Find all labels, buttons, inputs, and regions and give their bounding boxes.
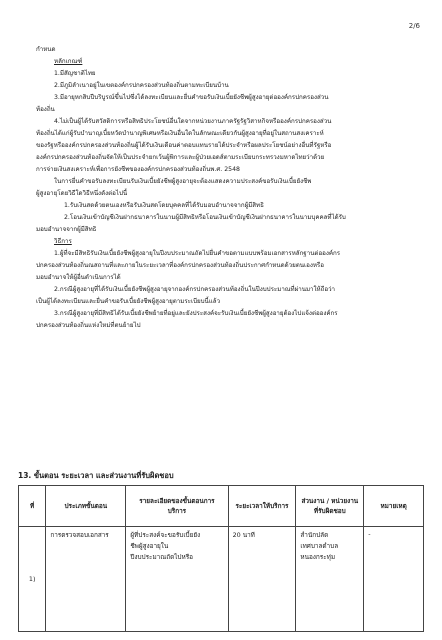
paragraph-line: 3.มีอายุหกสิบปีบริบูรณ์ขึ้นไปซึ่งได้ลงทะเบียนและยื่นคำขอรับเงินเบี้ยยังชีพผู้สูงอายุต่อองค์กรปกครองส่วน — [54, 94, 329, 101]
col-header-type: ประเภทขั้นตอน — [46, 486, 126, 527]
procedure-table — [18, 485, 424, 632]
paragraph-line: ผู้สูงอายุโดยวิธีใดวิธีหนึ่งดังต่อไปนี้ — [36, 190, 128, 197]
cell-detail — [126, 527, 228, 632]
col-header-note: หมายเหตุ — [364, 486, 424, 527]
cell-dept — [296, 527, 364, 632]
cell-type: การตรวจสอบเอกสาร — [46, 527, 126, 632]
page-number: 2/6 — [408, 22, 420, 30]
paragraph-line: 4.ไม่เป็นผู้ได้รับสวัสดิการหรือสิทธิประโยชน์อื่นใดจากหน่วยงานภาครัฐรัฐวิสาหกิจหรือองค์กรปกครองส่วน — [54, 118, 332, 125]
paragraph-line: 2.มีภูมิลำเนาอยู่ในเขตองค์กรปกครองส่วนท้องถิ่นตามทะเบียนบ้าน — [54, 82, 229, 89]
cell-no: 1) — [19, 527, 46, 632]
paragraph-line: เป็นผู้ได้ลงทะเบียนและยื่นคำขอรับเบี้ยยังชีพผู้สูงอายุตามระเบียบนี้แล้ว — [36, 298, 221, 305]
section-title: 13. ขั้นตอน ระยะเวลา และส่วนงานที่รับผิดชอบ — [18, 471, 174, 480]
paragraph-line: มอบอำนาจให้ผู้อื่นดำเนินการได้ — [36, 274, 121, 281]
paragraph-line: มอบอำนาจจากผู้มีสิทธิ — [36, 226, 97, 233]
col-header-detail: รายละเอียดของขั้นตอนการบริการ — [126, 486, 228, 527]
paragraph-line: ท้องถิ่นได้แก่ผู้รับบำนาญเบี้ยหวัดบำนาญพิเศษหรือเงินอื่นใดในลักษณะเดียวกันผู้สูงอายุที่อยู่ในสถานสงเคราะห์ — [36, 130, 324, 137]
paragraph-line: หลักเกณฑ์ — [54, 58, 83, 65]
detail-line: ชีพผู้สูงอายุใน — [130, 542, 169, 550]
paragraph-line: 1.มีสัญชาติไทย — [54, 70, 96, 77]
paragraph-line: วิธีการ — [54, 238, 72, 245]
table-row — [19, 527, 424, 632]
paragraph-line: ปกครองส่วนท้องถิ่นณสถานที่และภายในระยะเวลาที่องค์กรปกครองส่วนท้องถิ่นประกาศกำหนดด้วยตนเองหรือ — [36, 262, 324, 269]
dept-line: เทศบาลตำบล — [300, 542, 339, 550]
detail-line: ผู้ที่ประสงค์จะขอรับเบี้ยยัง — [130, 531, 201, 539]
document-body — [36, 44, 416, 332]
paragraph-line: 3.กรณีผู้สูงอายุที่มีสิทธิได้รับเบี้ยยังชีพย้ายที่อยู่และยังประสงค์จะรับเงินเบี้ยยังชีพผู้สูงอายุต้องไปแจ้งต่อองค์กร — [54, 310, 338, 317]
paragraph-line: กำหนด — [36, 46, 56, 53]
paragraph-line: 1.รับเงินสดด้วยตนเองหรือรับเงินสดโดยบุคคลที่ได้รับมอบอำนาจจากผู้มีสิทธิ — [64, 202, 264, 209]
paragraph-line: ในการยื่นคำขอรับลงทะเบียนรับเงินเบี้ยยังชีพผู้สูงอายุจะต้องแสดงความประสงค์ขอรับเงินเบี้ยยังชีพ — [54, 178, 312, 185]
dept-line: สำนักปลัด — [300, 531, 329, 539]
paragraph-line: ปกครองส่วนท้องถิ่นแห่งใหม่ที่ตนย้ายไป — [36, 322, 141, 329]
table-header-row — [19, 486, 424, 527]
paragraph-line: ท้องถิ่น — [36, 106, 55, 113]
paragraph-line: ของรัฐหรือองค์กรปกครองส่วนท้องถิ่นผู้ได้รับเงินเดือนค่าตอบแทนรายได้ประจำหรือผลประโยชน์อย่างอื่นที่รัฐหรือ — [36, 142, 332, 149]
cell-note: - — [364, 527, 424, 632]
paragraph-line: 2.กรณีผู้สูงอายุที่ได้รับเงินเบี้ยยังชีพผู้สูงอายุจากองค์กรปกครองส่วนท้องถิ่นในปีงบประมาณที่ผ่านมาให้ถือว่า — [54, 286, 336, 293]
paragraph-line: 2.โอนเงินเข้าบัญชีเงินฝากธนาคารในนามผู้มีสิทธิหรือโอนเงินเข้าบัญชีเงินฝากธนาคารในนามบุคคลที่ได้รับ — [64, 214, 346, 221]
col-header-dept: ส่วนงาน / หน่วยงานที่รับผิดชอบ — [296, 486, 364, 527]
detail-line: ปีงบประมาณถัดไปหรือ — [130, 553, 193, 561]
col-header-time: ระยะเวลาให้บริการ — [228, 486, 296, 527]
paragraph-line: การจ่ายเงินสงเคราะห์เพื่อการยังชีพขององค์กรปกครองส่วนท้องถิ่นพ.ศ. 2548 — [36, 166, 240, 173]
paragraph-line: 1.ผู้ที่จะมีสิทธิรับเงินเบี้ยยังชีพผู้สูงอายุในปีงบประมาณถัดไปยื่นคำขอตามแบบพร้อมเอกสารหลักฐานต่อองค์กร — [54, 250, 341, 257]
col-header-no: ที่ — [19, 486, 46, 527]
cell-time: 20 นาที — [228, 527, 296, 632]
paragraph-line: องค์กรปกครองส่วนท้องถิ่นจัดให้เป็นประจำยกเว้นผู้พิการและผู้ป่วยเอดส์ตามระเบียบกระทรวงมหาดไทยว่าด้วย — [36, 154, 325, 161]
dept-line: หนองกระทุ่ม — [300, 553, 336, 561]
